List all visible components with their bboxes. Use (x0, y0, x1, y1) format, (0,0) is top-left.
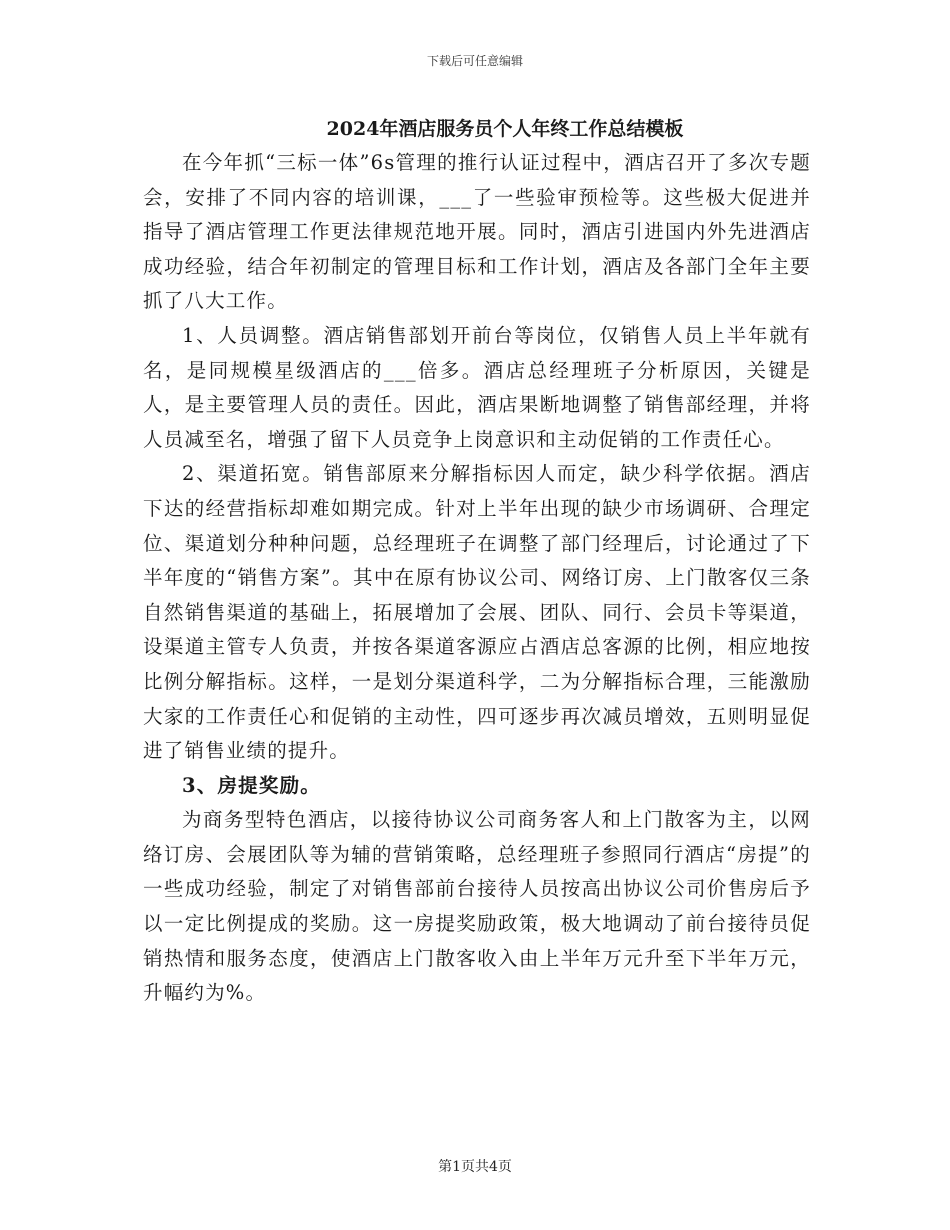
paragraph-room-bonus: 为商务型特色酒店，以接待协议公司商务客人和上门散客为主，以网络订房、会展团队等为辅的营销策略，总经理班子参照同行酒店“房提”的一些成功经验，制定了对销售部前台接待人员按高出协议公司价售房后予以一定比例提成的奖励。这一房提奖励政策，极大地调动了前台接待员促销热情和服务态度，使酒店上门散客收入由上半年万元升至下半年万元，升幅约为%。 (143, 808, 811, 1005)
paragraph-intro: 在今年抓“三标一体”6s管理的推行认证过程中，酒店召开了多次专题会，安排了不同内容的培训课，___了一些验审预检等。这些极大促进并指导了酒店管理工作更法律规范地开展。同时，酒店引进国内外先进酒店成功经验，结合年初制定的管理目标和工作计划，酒店及各部门全年主要抓了八大工作。 (143, 151, 811, 313)
paragraph-staff-adjustment: 1、人员调整。酒店销售部划开前台等岗位，仅销售人员上半年就有名，是同规模星级酒店的___倍多。酒店总经理班子分析原因，关键是人，是主要管理人员的责任。因此，酒店果断地调整了销售部经理，并将人员减至名，增强了留下人员竞争上岗意识和主动促销的工作责任心。 (143, 323, 811, 451)
document-title: 2024年酒店服务员个人年终工作总结模板 (326, 118, 684, 140)
document-body (143, 146, 811, 1011)
paragraph-channel-expansion: 2、渠道拓宽。销售部原来分解指标因人而定，缺少科学依据。酒店下达的经营指标却难如期完成。针对上半年出现的缺少市场调研、合理定位、渠道划分种种问题，总经理班子在调整了部门经理后，讨论通过了下半年度的“销售方案”。其中在原有协议公司、网络订房、上门散客仅三条自然销售渠道的基础上，拓展增加了会展、团队、同行、会员卡等渠道，设渠道主管专人负责，并按各渠道客源应占酒店总客源的比例，相应地按比例分解指标。这样，一是划分渠道科学，二为分解指标合理，三能激励大家的工作责任心和促销的主动性，四可逐步再次减员增效，五则明显促进了销售业绩的提升。 (143, 462, 811, 763)
page-number: 第1页共4页 (438, 1159, 512, 1175)
section-heading-room-bonus: 3、房提奖励。 (182, 773, 321, 797)
page-header-note: 下载后可任意编辑 (426, 54, 523, 68)
